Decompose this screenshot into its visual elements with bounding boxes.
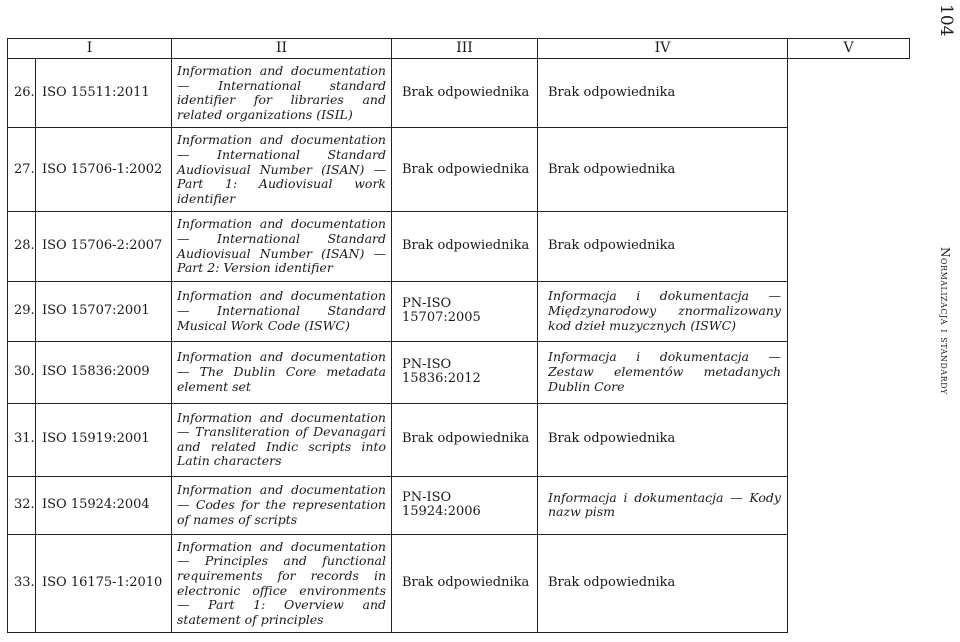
side-label-text: Normalizacja i standardy: [938, 247, 952, 395]
standard-id: ISO 16175-1:2010: [36, 534, 172, 633]
polish-title: Informacja i dokumentacja — Międzynarodowy znormalizowany kod dzieł muzycznych (ISWC): [538, 281, 788, 341]
pn-equivalent: PN-ISO 15924:2006: [392, 476, 538, 534]
polish-title: Informacja i dokumentacja — Zestaw elementów metadanych Dublin Core: [538, 341, 788, 403]
table-row: [8, 59, 910, 128]
table-row: [8, 212, 910, 281]
english-title: Information and documentation — The Dublin Core metadata element set: [172, 341, 392, 403]
pn-equivalent: Brak odpowiednika: [392, 212, 538, 281]
row-number: 30.: [8, 341, 36, 403]
standard-id: ISO 15706-1:2002: [36, 128, 172, 212]
header-col-i: I: [8, 39, 172, 59]
row-number: 33.: [8, 534, 36, 633]
polish-title: Brak odpowiednika: [538, 128, 788, 212]
english-title: Information and documentation — Codes for the representation of names of scripts: [172, 476, 392, 534]
standard-id: ISO 15919:2001: [36, 403, 172, 476]
table-row: [8, 128, 910, 212]
table-row: [8, 341, 910, 403]
english-title: Information and documentation — International Standard Audiovisual Number (ISAN) — Part 2: Version identifier: [172, 212, 392, 281]
table-row: [8, 403, 910, 476]
pn-equivalent: Brak odpowiednika: [392, 403, 538, 476]
row-number: 27.: [8, 128, 36, 212]
standard-id: ISO 15511:2011: [36, 59, 172, 128]
english-title: Information and documentation — International Standard Musical Work Code (ISWC): [172, 281, 392, 341]
polish-title: Brak odpowiednika: [538, 403, 788, 476]
header-col-iii: III: [392, 39, 538, 59]
header-col-iv: IV: [538, 39, 788, 59]
polish-title: Informacja i dokumentacja — Kody nazw pism: [538, 476, 788, 534]
english-title: Information and documentation — Transliteration of Devanagari and related Indic scripts into Latin characters: [172, 403, 392, 476]
english-title: Information and documentation — International standard identifier for libraries and related organizations (ISIL): [172, 59, 392, 128]
standard-id: ISO 15924:2004: [36, 476, 172, 534]
pn-equivalent: PN-ISO 15707:2005: [392, 281, 538, 341]
header-col-v: V: [788, 39, 910, 59]
table-row: [8, 476, 910, 534]
pn-equivalent: PN-ISO 15836:2012: [392, 341, 538, 403]
header-col-ii: II: [172, 39, 392, 59]
row-number: 32.: [8, 476, 36, 534]
english-title: Information and documentation — Principles and functional requirements for records in electronic office environments — Part 1: Overview and statement of principles: [172, 534, 392, 633]
standard-id: ISO 15706-2:2007: [36, 212, 172, 281]
row-number: 28.: [8, 212, 36, 281]
page-number: 104: [936, 4, 956, 37]
pn-equivalent: Brak odpowiednika: [392, 534, 538, 633]
english-title: Information and documentation — International Standard Audiovisual Number (ISAN) — Part 1: Audiovisual work identifier: [172, 128, 392, 212]
side-label: [932, 0, 958, 642]
table-row: [8, 534, 910, 633]
standard-id: ISO 15836:2009: [36, 341, 172, 403]
pn-equivalent: Brak odpowiednika: [392, 59, 538, 128]
standards-table: [7, 38, 910, 633]
row-number: 31.: [8, 403, 36, 476]
table-row: [8, 281, 910, 341]
polish-title: Brak odpowiednika: [538, 59, 788, 128]
row-number: 26.: [8, 59, 36, 128]
standard-id: ISO 15707:2001: [36, 281, 172, 341]
row-number: 29.: [8, 281, 36, 341]
polish-title: Brak odpowiednika: [538, 212, 788, 281]
pn-equivalent: Brak odpowiednika: [392, 128, 538, 212]
header-row: [8, 39, 910, 59]
polish-title: Brak odpowiednika: [538, 534, 788, 633]
